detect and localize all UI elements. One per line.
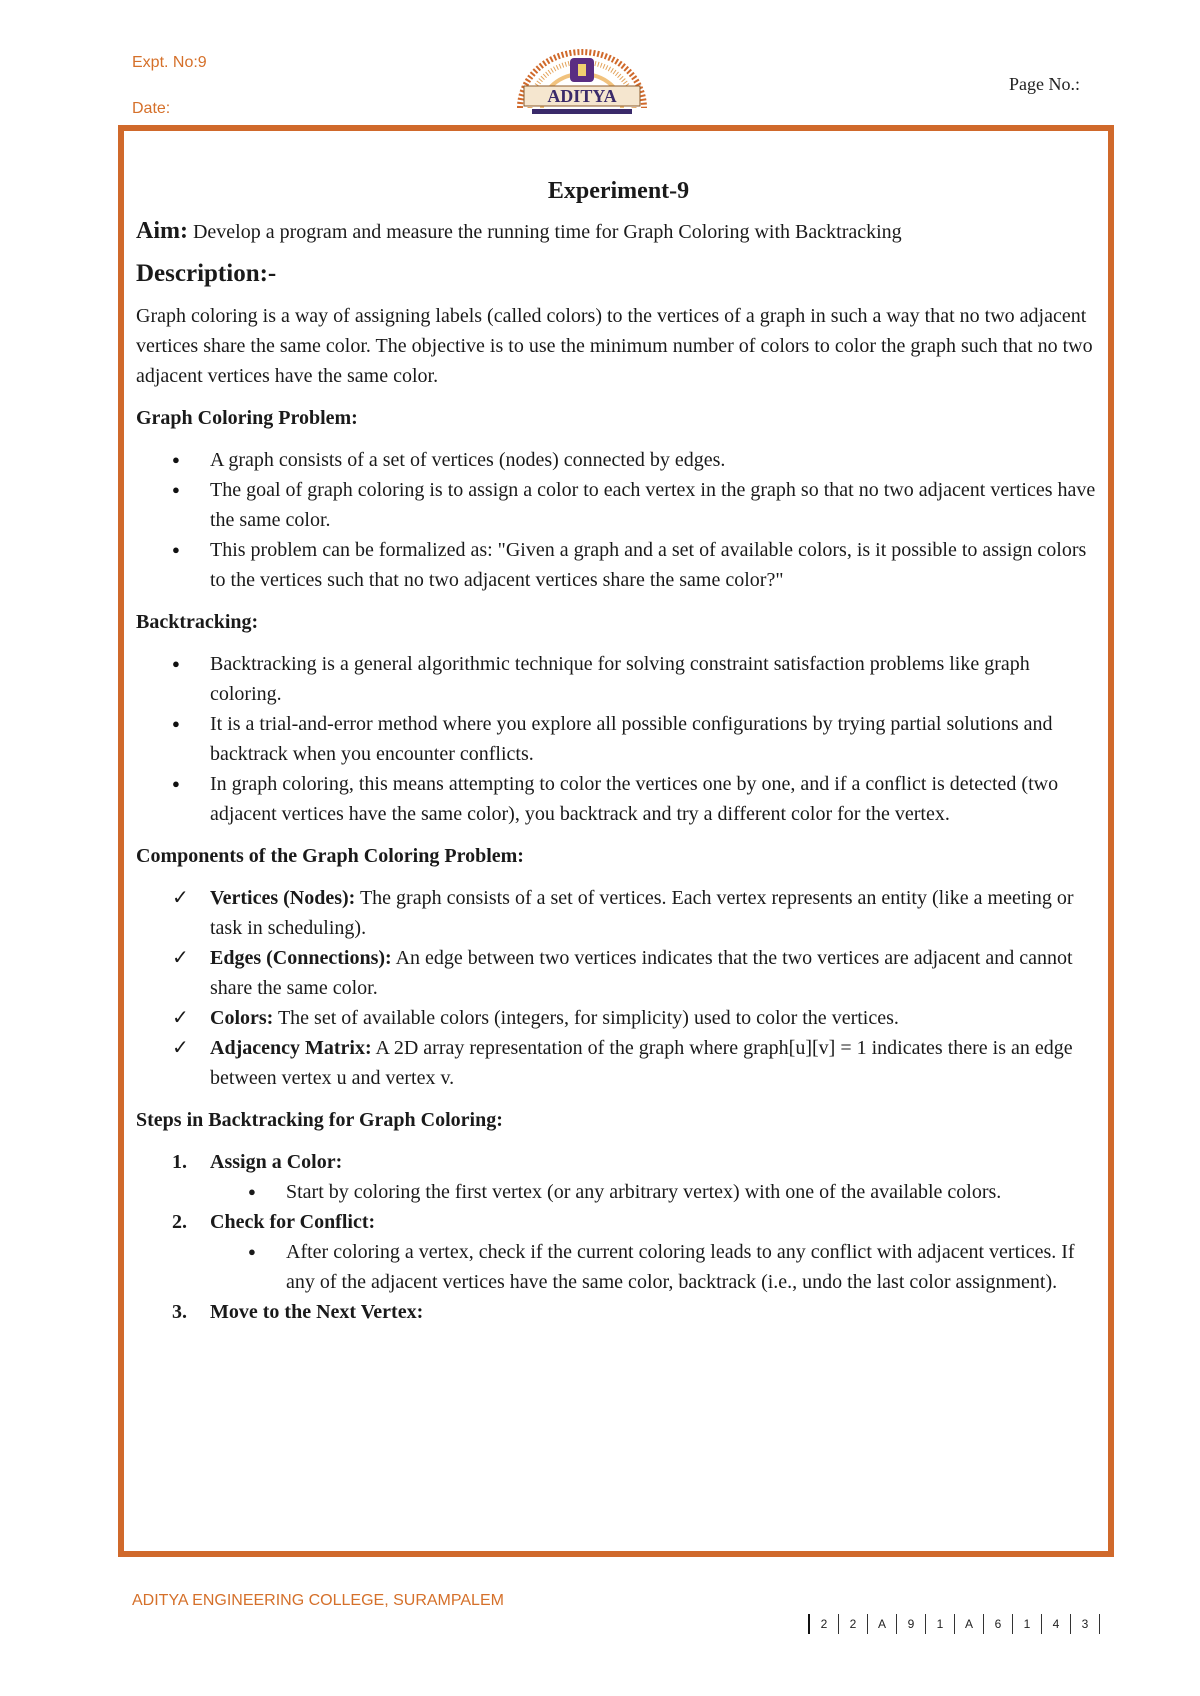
list-item: ● The goal of graph coloring is to assign a color to each vertex in the graph so that no two adjacent vertices have the same color.	[136, 475, 1101, 535]
roll-digit: 2	[810, 1614, 839, 1634]
step-number: 3.	[172, 1301, 187, 1323]
roll-digit: 9	[897, 1614, 926, 1634]
list-item	[136, 943, 1101, 1003]
document-body	[136, 176, 1101, 1339]
experiment-title: Experiment-9	[547, 178, 690, 204]
component-text: An edge between two vertices indicates that the two vertices are adjacent and cannot share the same color.	[210, 947, 1073, 999]
step-detail-list	[210, 1177, 1101, 1207]
experiment-number: Expt. No:9	[132, 54, 207, 71]
component-text: The set of available colors (integers, for simplicity) used to color the vertices.	[273, 1007, 899, 1029]
aim-text: Develop a program and measure the running time for Graph Coloring with Backtracking	[187, 221, 902, 243]
step-detail: ● After coloring a vertex, check if the current coloring leads to any conflict with adjacent vertices. If any of the adjacent vertices have the same color, backtrack (i.e., undo the last color assignment).	[136, 1237, 1101, 1297]
roll-digit: 3	[1071, 1614, 1100, 1634]
roll-digit: 1	[926, 1614, 955, 1634]
steps-heading: Steps in Backtracking for Graph Coloring:	[136, 1109, 503, 1131]
problem-heading: Graph Coloring Problem:	[136, 407, 358, 429]
backtracking-list	[136, 649, 1101, 829]
step-item	[136, 1297, 1101, 1327]
roll-digit: 6	[984, 1614, 1013, 1634]
footer-college-name: ADITYA ENGINEERING COLLEGE, SURAMPALEM	[132, 1592, 504, 1609]
step-detail-list	[210, 1237, 1101, 1297]
roll-number-box	[808, 1614, 1100, 1634]
components-list	[136, 883, 1101, 1093]
list-item	[136, 883, 1101, 943]
components-heading: Components of the Graph Coloring Problem:	[136, 845, 524, 867]
page-number-label: Page No.:	[1009, 74, 1080, 94]
step-item	[136, 1147, 1101, 1207]
list-item: ● In graph coloring, this means attempting to color the vertices one by one, and if a conflict is detected (two adjacent vertices have the same color), you backtrack and try a different color for the vertex.	[136, 769, 1101, 829]
description-paragraph: Graph coloring is a way of assigning labels (called colors) to the vertices of a graph in such a way that no two adjacent vertices share the same color. The objective is to use the minimum number of colors to color the graph such that no two adjacent vertices have the same color.	[136, 305, 1093, 387]
roll-digit: 4	[1042, 1614, 1071, 1634]
step-title: Move to the Next Vertex:	[210, 1301, 424, 1323]
aim-line	[136, 216, 1101, 247]
description-heading: Description:-	[136, 260, 277, 287]
component-text: A 2D array representation of the graph where graph[u][v] = 1 indicates there is an edge between vertex u and vertex v.	[210, 1037, 1073, 1089]
list-item: ● This problem can be formalized as: "Given a graph and a set of available colors, is it possible to assign colors to the vertices such that no two adjacent vertices share the same color?"	[136, 535, 1101, 595]
aim-label: Aim:	[136, 218, 188, 244]
problem-list	[136, 445, 1101, 595]
roll-digit: A	[955, 1614, 984, 1634]
step-title: Check for Conflict:	[210, 1211, 376, 1233]
roll-digit: A	[868, 1614, 897, 1634]
date-label: Date:	[132, 100, 171, 117]
component-text: The graph consists of a set of vertices. Each vertex represents an entity (like a meeting or task in scheduling).	[210, 887, 1074, 939]
list-item: ● It is a trial-and-error method where you explore all possible configurations by trying partial solutions and backtrack when you encounter conflicts.	[136, 709, 1101, 769]
roll-digit: 2	[839, 1614, 868, 1634]
list-item	[136, 1033, 1101, 1093]
step-detail: ● Start by coloring the first vertex (or any arbitrary vertex) with one of the available colors.	[136, 1177, 1101, 1207]
component-term: Vertices (Nodes):	[210, 887, 356, 909]
logo-text: ADITYA	[547, 86, 617, 106]
steps-list	[136, 1147, 1101, 1327]
backtracking-heading: Backtracking:	[136, 611, 259, 633]
component-term: Adjacency Matrix:	[210, 1037, 372, 1059]
list-item: ● Backtracking is a general algorithmic technique for solving constraint satisfaction problems like graph coloring.	[136, 649, 1101, 709]
list-item	[136, 1003, 1101, 1033]
list-item: ● A graph consists of a set of vertices (nodes) connected by edges.	[136, 445, 1101, 475]
component-term: Colors:	[210, 1007, 274, 1029]
step-item	[136, 1207, 1101, 1297]
roll-digit: 1	[1013, 1614, 1042, 1634]
step-title: Assign a Color:	[210, 1151, 343, 1173]
college-logo	[512, 46, 652, 118]
component-term: Edges (Connections):	[210, 947, 392, 969]
step-number: 2.	[172, 1211, 187, 1233]
step-number: 1.	[172, 1151, 187, 1173]
